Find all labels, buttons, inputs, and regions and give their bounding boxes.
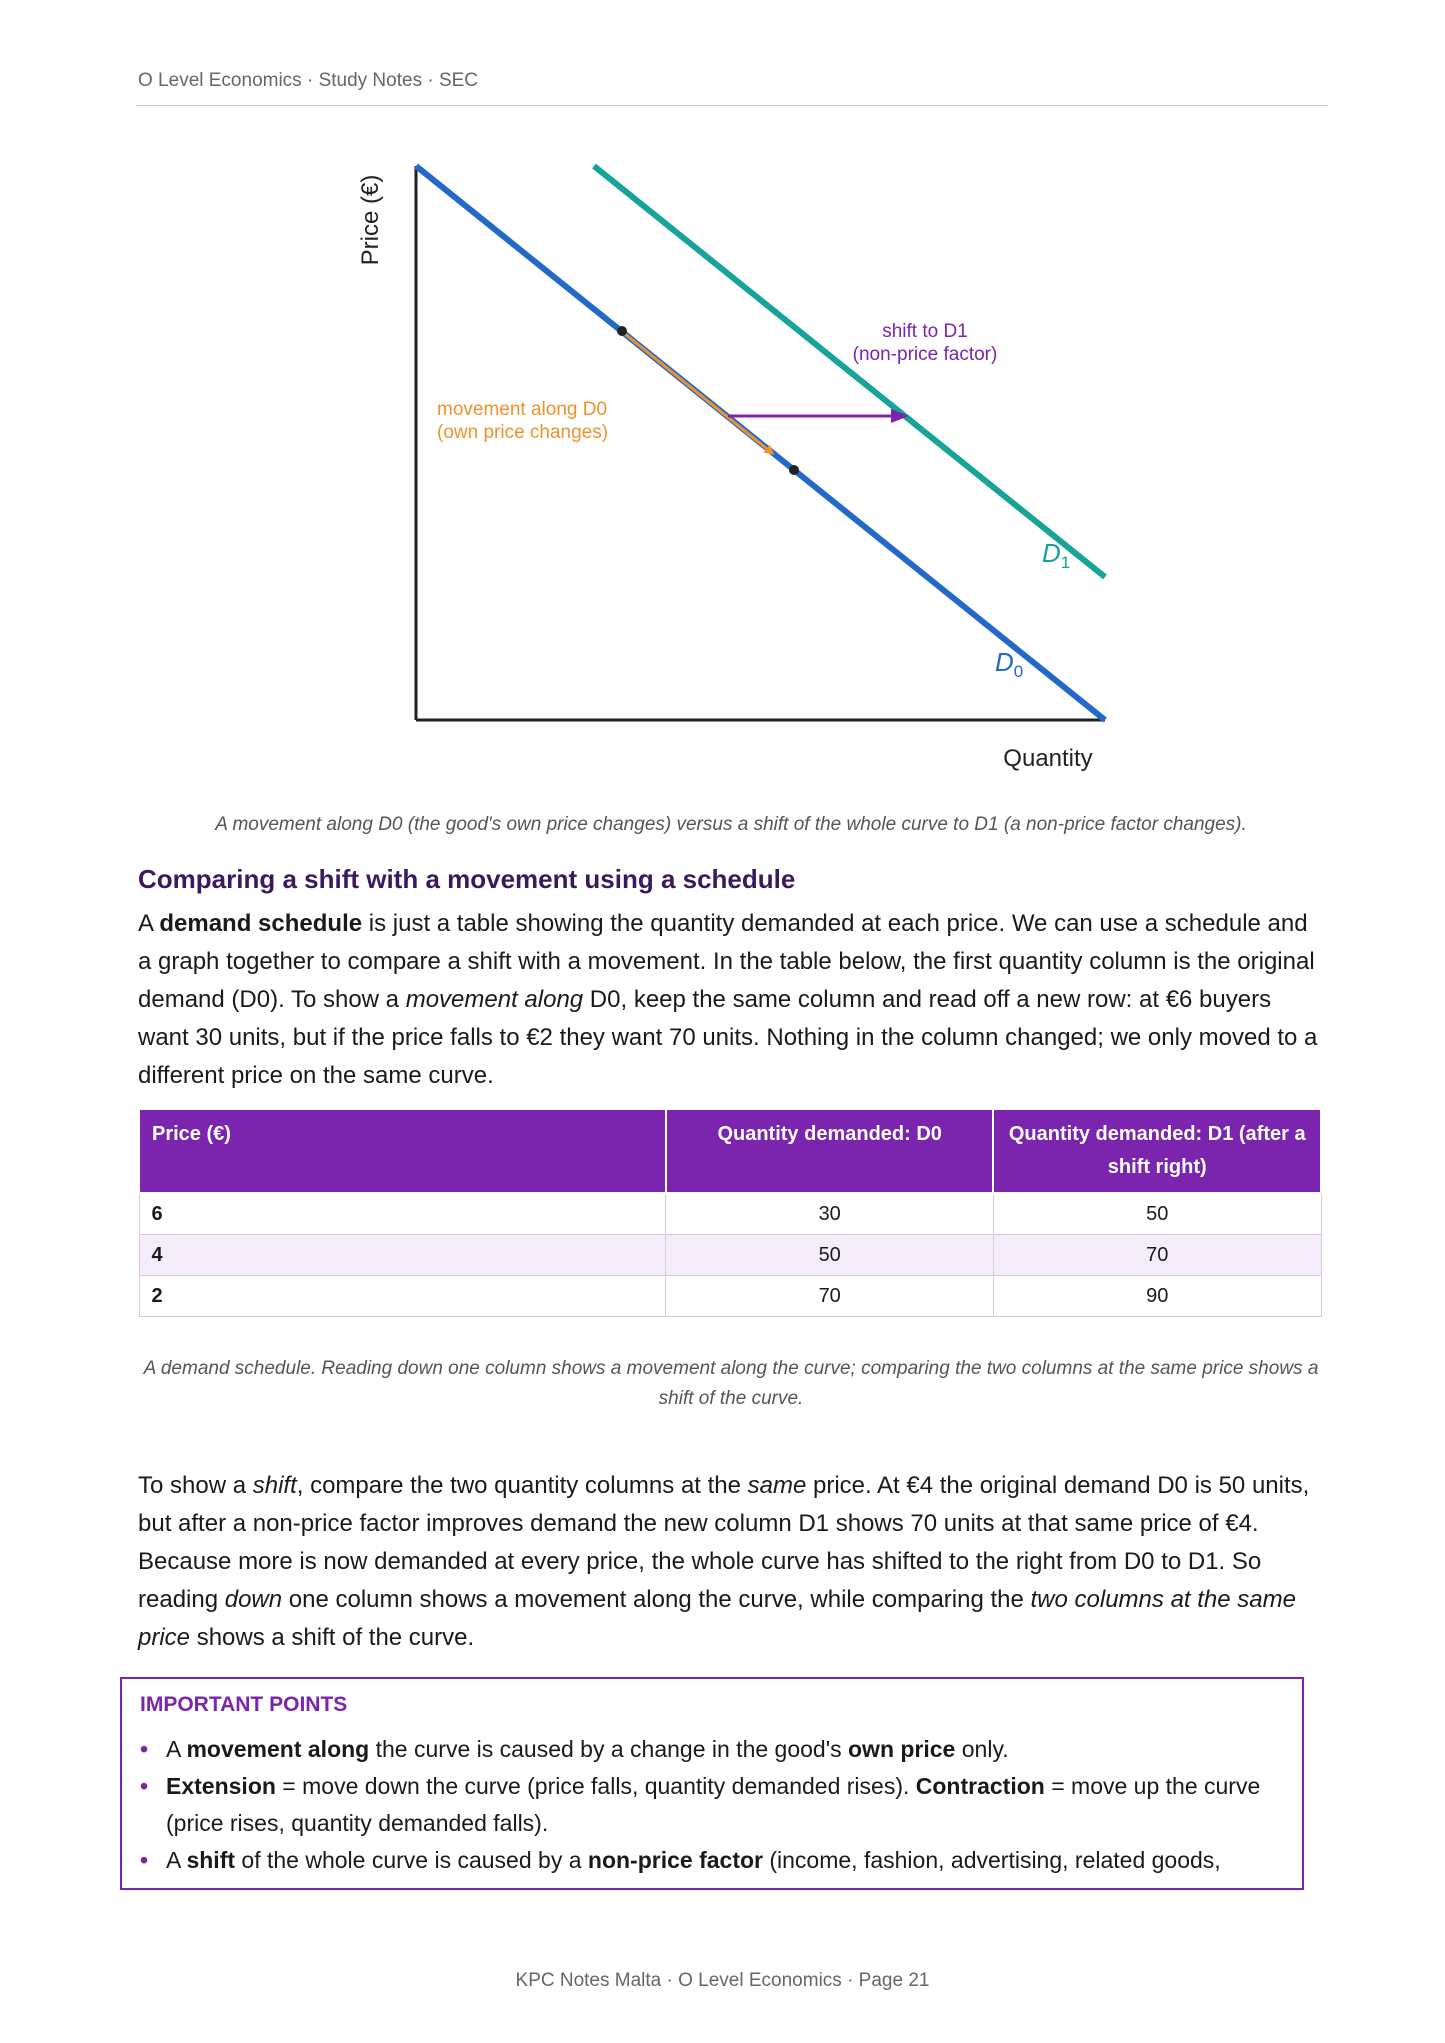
shift-paragraph: To show a shift, compare the two quantity columns at the same price. At €4 the original demand D0 is 50 units, but after a non-price factor improves demand the new column D1 shows 70 units at that same price of €4. Because more is now demanded at every price, the whole curve has shifted to the right from D0 to D1. So reading down one column shows a movement along the curve, while comparing the two columns at the same price shows a shift of the curve. bbox=[138, 1472, 1310, 1651]
y-axis-label: Price (€) bbox=[357, 174, 384, 266]
header-d0: Quantity demanded: D0 bbox=[666, 1109, 994, 1193]
curve-d1-label: $D_1$ bbox=[1042, 538, 1071, 572]
figure-caption: A movement along D0 (the good's own price changes) versus a shift of the whole curve to D1 (a non-price factor changes). bbox=[215, 814, 1247, 835]
schedule-paragraph: A demand schedule is just a table showing the quantity demanded at each price. We can use a schedule and a graph together to compare a shift with a movement. In the table below, the first quantity column is the original demand (D0). To show a movement along D0, keep the same column and read off a new row: at €6 buyers want 30 units, but if the price falls to €2 they want 70 units. Nothing in the column changed; we only moved to a different price on the same curve. bbox=[138, 910, 1318, 1089]
bullet-icon: • bbox=[140, 1773, 149, 1799]
table-row bbox=[139, 1235, 1321, 1276]
list-item: • A movement along the curve is caused by a change in the good's own price only. bbox=[140, 1731, 1290, 1768]
table-caption: A demand schedule. Reading down one column shows a movement along the curve; comparing the two columns at the same price shows a shift of the curve. bbox=[143, 1358, 1319, 1409]
important-points-title: IMPORTANT POINTS bbox=[140, 1693, 348, 1716]
bullet-icon: • bbox=[140, 1736, 149, 1762]
header-divider bbox=[136, 105, 1328, 106]
movement-arrow bbox=[625, 334, 772, 453]
table-row bbox=[139, 1193, 1321, 1235]
demand-shift-figure bbox=[340, 150, 1120, 790]
table-header-row bbox=[139, 1109, 1321, 1193]
bullet-icon: • bbox=[140, 1847, 149, 1873]
curve-d0-label: $D_0$ bbox=[995, 647, 1024, 681]
list-item: • Extension = move down the curve (price falls, quantity demanded rises). Contraction = move up the curve (price rises, quantity demanded falls). bbox=[140, 1768, 1290, 1842]
cell-price: 6 bbox=[139, 1193, 666, 1235]
list-item: • A shift of the whole curve is caused by a non-price factor (income, fashion, advertising, related goods, bbox=[140, 1842, 1290, 1879]
cell-d0: 30 bbox=[666, 1193, 994, 1235]
shift-label-line2: (non-price factor) bbox=[852, 344, 998, 365]
point-end bbox=[789, 465, 799, 475]
demand-schedule-table bbox=[138, 1108, 1322, 1317]
running-header: O Level Economics · Study Notes · SEC bbox=[138, 70, 479, 91]
movement-label-line1: movement along D0 bbox=[437, 399, 608, 420]
x-axis-label: Quantity bbox=[1003, 745, 1093, 772]
cell-price: 4 bbox=[139, 1235, 666, 1276]
cell-d1: 90 bbox=[993, 1276, 1321, 1317]
point-start bbox=[617, 326, 627, 336]
cell-price: 2 bbox=[139, 1276, 666, 1317]
shift-label-line1: shift to D1 bbox=[882, 321, 968, 342]
important-points-box bbox=[120, 1677, 1304, 1890]
page-footer: KPC Notes Malta · O Level Economics · Page 21 bbox=[515, 1970, 930, 1991]
important-points-list bbox=[140, 1731, 1290, 1879]
header-price: Price (€) bbox=[139, 1109, 666, 1193]
cell-d1: 50 bbox=[993, 1193, 1321, 1235]
section-heading: Comparing a shift with a movement using a schedule bbox=[138, 864, 796, 894]
header-d1: Quantity demanded: D1 (after a shift right) bbox=[993, 1109, 1321, 1193]
demand-diagram bbox=[340, 150, 1120, 790]
cell-d0: 50 bbox=[666, 1235, 994, 1276]
cell-d0: 70 bbox=[666, 1276, 994, 1317]
cell-d1: 70 bbox=[993, 1235, 1321, 1276]
movement-label-line2: (own price changes) bbox=[437, 422, 609, 443]
table-row bbox=[139, 1276, 1321, 1317]
